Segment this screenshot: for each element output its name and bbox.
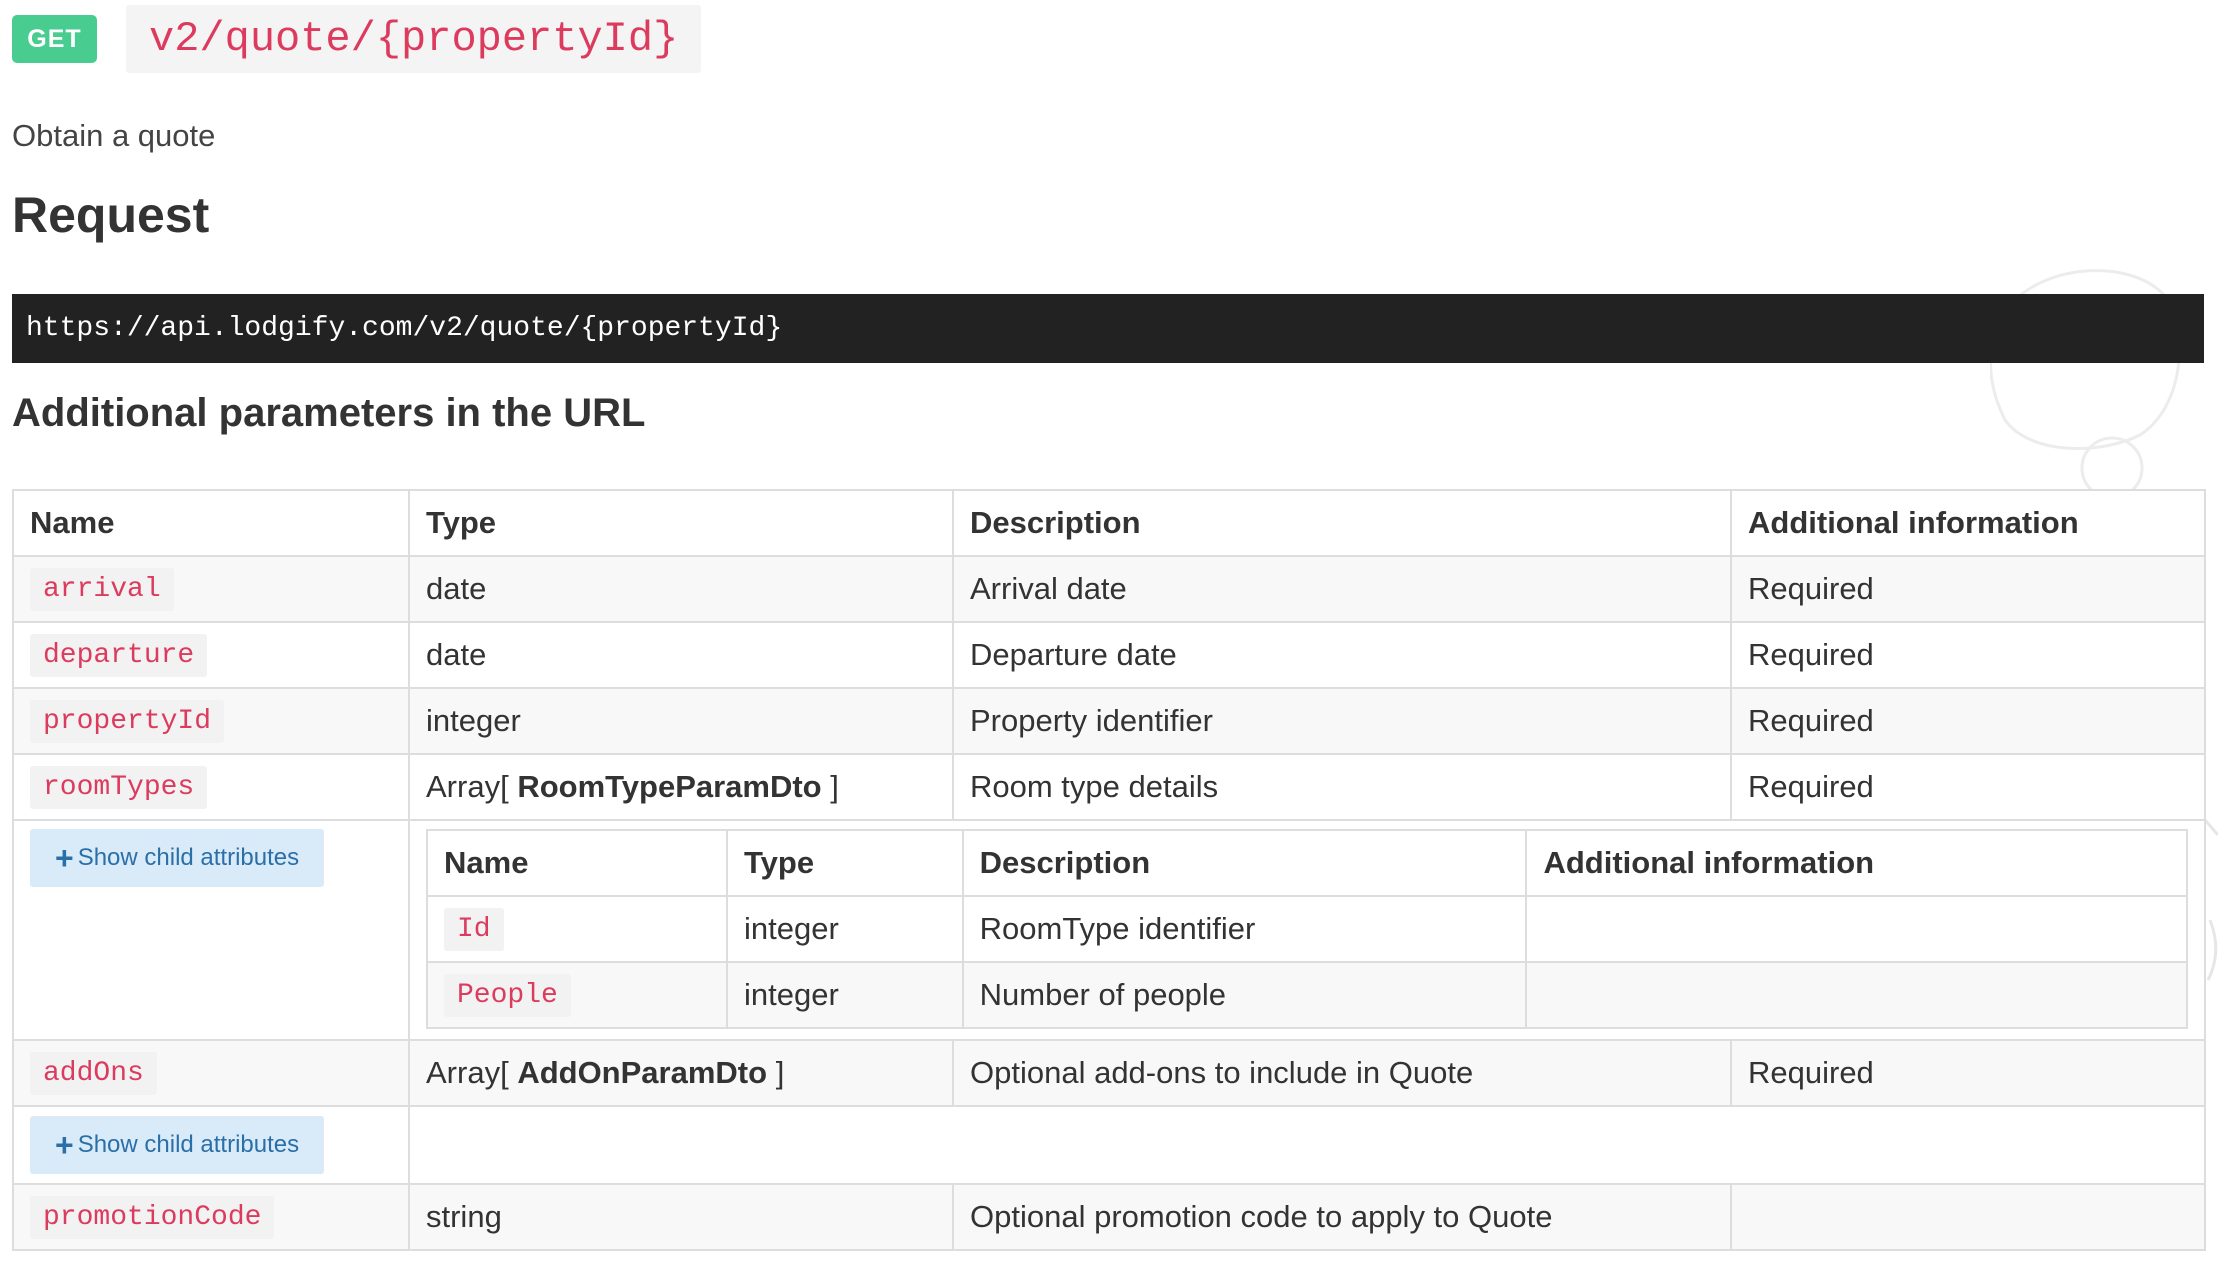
nested-table-row (427, 962, 2187, 1028)
param-type (409, 754, 953, 820)
child-param-info (1526, 896, 2187, 962)
table-row (13, 556, 2205, 622)
param-name: propertyId (30, 700, 224, 743)
nested-table-row (427, 896, 2187, 962)
nested-table-cell (409, 820, 2205, 1040)
params-table (12, 489, 2206, 1251)
param-name: addOns (30, 1052, 157, 1095)
column-header-type: Type (409, 490, 953, 556)
child-name-cell (427, 962, 727, 1028)
param-type (409, 1040, 953, 1106)
type-prefix: Array[ (426, 769, 509, 804)
nested-header-row (427, 830, 2187, 896)
column-header-description: Description (953, 490, 1731, 556)
child-param-name: Id (444, 908, 504, 951)
child-name-cell (427, 896, 727, 962)
param-name: roomTypes (30, 766, 207, 809)
child-param-description: RoomType identifier (963, 896, 1527, 962)
child-param-name: People (444, 974, 571, 1017)
add-ons-child-row (13, 1106, 2205, 1184)
param-description: Departure date (953, 622, 1731, 688)
type-reference: AddOnParamDto (517, 1055, 768, 1090)
param-name: promotionCode (30, 1196, 274, 1239)
param-info: Required (1731, 622, 2205, 688)
param-type: integer (409, 688, 953, 754)
show-child-attributes-button[interactable] (30, 1116, 324, 1174)
table-row (13, 754, 2205, 820)
param-type: date (409, 556, 953, 622)
empty-cell (409, 1106, 2205, 1184)
table-row (13, 1184, 2205, 1250)
param-type: string (409, 1184, 953, 1250)
param-name-cell (13, 1040, 409, 1106)
column-header-additional-info: Additional information (1731, 490, 2205, 556)
param-description: Arrival date (953, 556, 1731, 622)
table-row (13, 622, 2205, 688)
child-button-cell (13, 820, 409, 1040)
nested-column-header-description: Description (963, 830, 1527, 896)
child-button-cell (13, 1106, 409, 1184)
type-suffix: ] (830, 769, 839, 804)
nested-column-header-type: Type (727, 830, 963, 896)
param-info (1731, 1184, 2205, 1250)
param-info: Required (1731, 688, 2205, 754)
param-type: date (409, 622, 953, 688)
param-name: arrival (30, 568, 174, 611)
child-param-type: integer (727, 896, 963, 962)
param-description: Optional add-ons to include in Quote (953, 1040, 1731, 1106)
endpoint-header (12, 5, 701, 73)
param-name-cell (13, 754, 409, 820)
endpoint-summary: Obtain a quote (12, 118, 216, 153)
child-param-type: integer (727, 962, 963, 1028)
show-child-attributes-label: Show child attributes (77, 1131, 300, 1158)
type-prefix: Array[ (426, 1055, 509, 1090)
param-description: Property identifier (953, 688, 1731, 754)
table-row (13, 688, 2205, 754)
param-name-cell (13, 622, 409, 688)
param-name-cell (13, 688, 409, 754)
params-heading: Additional parameters in the URL (12, 391, 646, 435)
room-types-child-row (13, 820, 2205, 1040)
type-suffix: ] (775, 1055, 785, 1090)
room-types-children-table (426, 829, 2188, 1029)
nested-column-header-name: Name (427, 830, 727, 896)
param-description: Room type details (953, 754, 1731, 820)
params-header-row (13, 490, 2205, 556)
type-reference: RoomTypeParamDto (517, 769, 822, 804)
column-header-name: Name (13, 490, 409, 556)
show-child-attributes-label: Show child attributes (77, 844, 300, 871)
param-name: departure (30, 634, 207, 677)
endpoint-path: v2/quote/{propertyId} (126, 5, 701, 73)
plus-icon: + (55, 840, 74, 876)
param-info: Required (1731, 556, 2205, 622)
http-method-badge: GET (12, 15, 97, 63)
table-row (13, 1040, 2205, 1106)
param-name-cell (13, 1184, 409, 1250)
param-name-cell (13, 556, 409, 622)
child-param-description: Number of people (963, 962, 1527, 1028)
request-heading: Request (12, 187, 210, 243)
show-child-attributes-button[interactable] (30, 829, 324, 887)
param-info: Required (1731, 754, 2205, 820)
plus-icon: + (55, 1127, 74, 1163)
nested-column-header-additional-info: Additional information (1526, 830, 2187, 896)
param-description: Optional promotion code to apply to Quote (953, 1184, 1731, 1250)
request-url-block: https://api.lodgify.com/v2/quote/{propertyId} (12, 294, 2204, 363)
param-info: Required (1731, 1040, 2205, 1106)
child-param-info (1526, 962, 2187, 1028)
